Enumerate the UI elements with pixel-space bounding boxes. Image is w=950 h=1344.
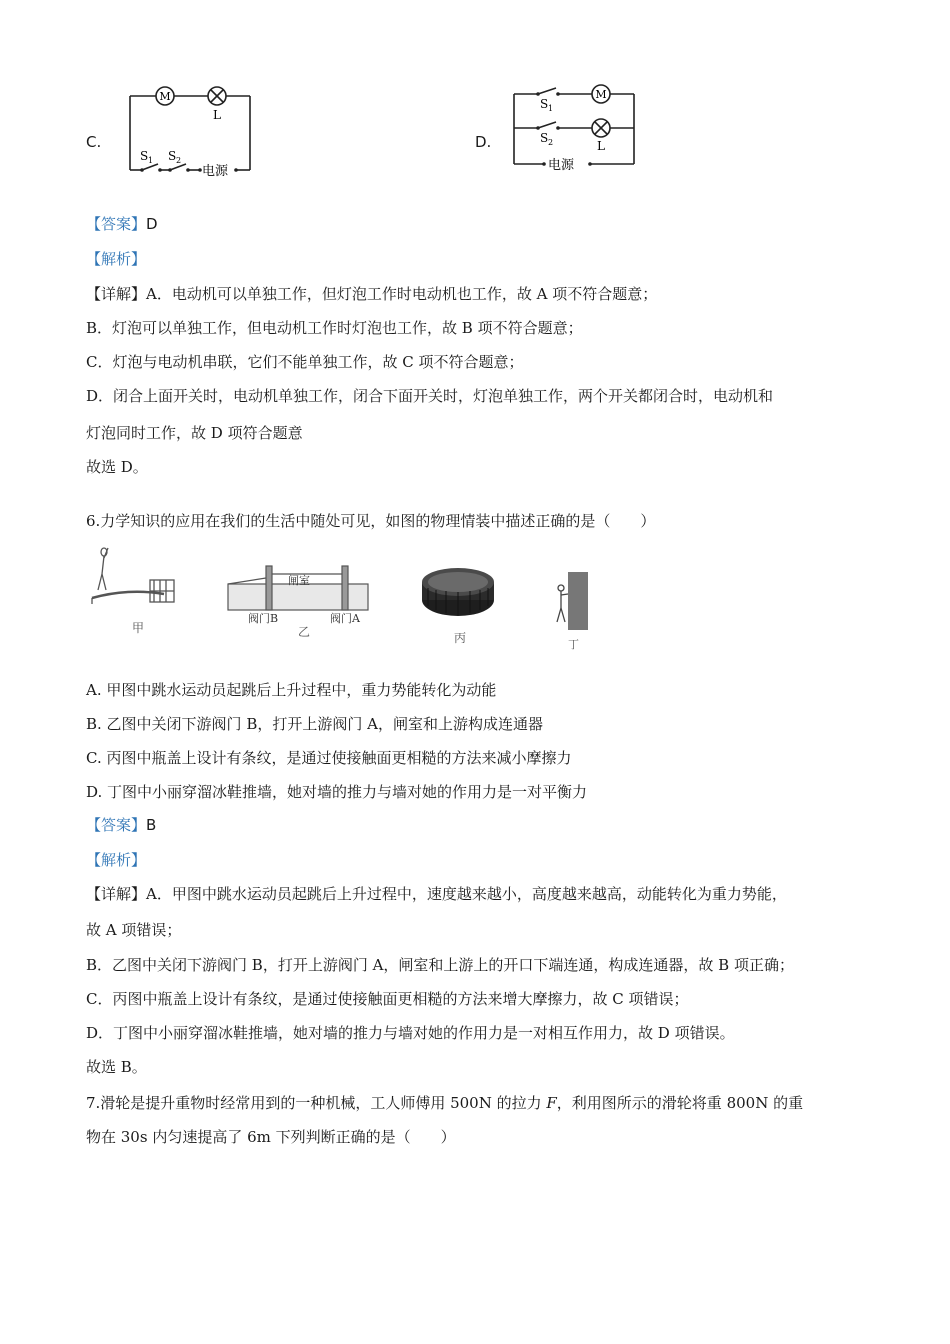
q6-analysis-tag: 【解析】 (86, 851, 147, 869)
option-c-label: C. (86, 133, 102, 151)
figure-bing-bottle-cap (418, 560, 498, 650)
answer-value: B (146, 816, 157, 834)
q6-detail-line: C．丙图中瓶盖上设计有条纹，是通过使接触面更相糙的方法来增大摩擦力，故 C 项错误； (86, 990, 689, 1008)
figure-label-yi: 乙 (298, 625, 311, 639)
figure-jia-diving (88, 546, 184, 638)
q6-option-b: B. 乙图中关闭下游阀门 B，打开上游阀门 A，闸室和上游构成连通器 (86, 715, 543, 733)
lamp-label: L (213, 108, 221, 122)
q5-answer (86, 214, 158, 234)
q6-option-a: A. 甲图中跳水运动员起跳后上升过程中，重力势能转化为动能 (86, 681, 497, 699)
figure-label-ding: 丁 (568, 638, 579, 651)
answer-tag: 【答案】 (86, 215, 147, 233)
q5-detail-line: 【详解】A．电动机可以单独工作，但灯泡工作时电动机也工作，故 A 项不符合题意； (86, 285, 658, 303)
lock-chamber-label: 闸室 (288, 574, 310, 587)
detail-tag: 【详解】 (86, 285, 147, 303)
motor-label: M (595, 88, 607, 101)
switch1-label: S (540, 97, 549, 111)
q5-analysis-tag: 【解析】 (86, 250, 147, 268)
detail-tag: 【详解】 (86, 885, 147, 903)
q5-detail-line: 灯泡同时工作，故 D 项符合题意 (86, 424, 303, 442)
q5-detail-line: C．灯泡与电动机串联，它们不能单独工作，故 C 项不符合题意； (86, 353, 524, 371)
switch2-sub: 2 (548, 138, 554, 147)
q6-detail-line: 【详解】A．甲图中跳水运动员起跳后上升过程中，速度越来越小，高度越来越高，动能转化为重力势能， (86, 885, 787, 903)
option-d-label: D. (475, 133, 492, 151)
switch1-label: S (140, 149, 149, 163)
q6-stem: 6.力学知识的应用在我们的生活中随处可见，如图的物理情装中描述正确的是（ ） (86, 512, 656, 530)
q6-detail-line: 故 A 项错误； (86, 921, 182, 939)
answer-tag: 【答案】 (86, 816, 147, 834)
q6-option-c: C. 丙图中瓶盖上设计有条纹，是通过使接触面更相糙的方法来减小摩擦力 (86, 749, 572, 767)
answer-value: D (146, 215, 158, 233)
power-source-label: 电源 (202, 164, 229, 179)
switch2-label: S (540, 131, 549, 145)
force-symbol: F (546, 1094, 557, 1112)
switch2-label: S (168, 149, 177, 163)
figure-ding-push-wall (552, 568, 596, 652)
q5-detail-line: D．闭合上面开关时，电动机单独工作，闭合下面开关时，灯泡单独工作，两个开关都闭合时，电动机和 (86, 387, 774, 405)
figure-yi-ship-lock (226, 560, 371, 640)
power-source-label: 电源 (548, 158, 575, 173)
switch2-sub: 2 (176, 156, 182, 165)
q6-conclusion: 故选 B。 (86, 1058, 147, 1076)
q7-stem-line: 物在 30s 内匀速提高了 6m 下列判断正确的是（ ） (86, 1128, 456, 1146)
q6-option-d: D. 丁图中小丽穿溜冰鞋推墙，她对墙的推力与墙对她的作用力是一对平衡力 (86, 783, 588, 801)
q7-stem-line: 7.滑轮是提升重物时经常用到的一种机械，工人师傅用 500N 的拉力 F，利用图所示的滑轮将重 800N 的重 (86, 1094, 804, 1112)
figure-label-jia: 甲 (132, 621, 145, 635)
circuit-diagram-d (508, 80, 640, 178)
q5-detail-line: B．灯泡可以单独工作，但电动机工作时灯泡也工作，故 B 项不符合题意； (86, 319, 583, 337)
circuit-diagram-c (124, 84, 256, 182)
q6-detail-line: B．乙图中关闭下游阀门 B，打开上游阀门 A，闸室和上游上的开口下端连通，构成连通器，故 B 项正确； (86, 956, 794, 974)
valve-b-label: 阀门B (248, 612, 279, 625)
valve-a-label: 阀门A (330, 612, 360, 625)
q6-answer (86, 815, 156, 835)
switch1-sub: 1 (148, 156, 154, 165)
motor-label: M (159, 90, 171, 103)
switch1-sub: 1 (548, 104, 554, 113)
lamp-label: L (597, 139, 605, 153)
q5-conclusion: 故选 D。 (86, 458, 148, 476)
figure-label-bing: 丙 (454, 631, 467, 645)
q6-detail-line: D．丁图中小丽穿溜冰鞋推墙，她对墙的推力与墙对她的作用力是一对相互作用力，故 D 项错误。 (86, 1024, 735, 1042)
